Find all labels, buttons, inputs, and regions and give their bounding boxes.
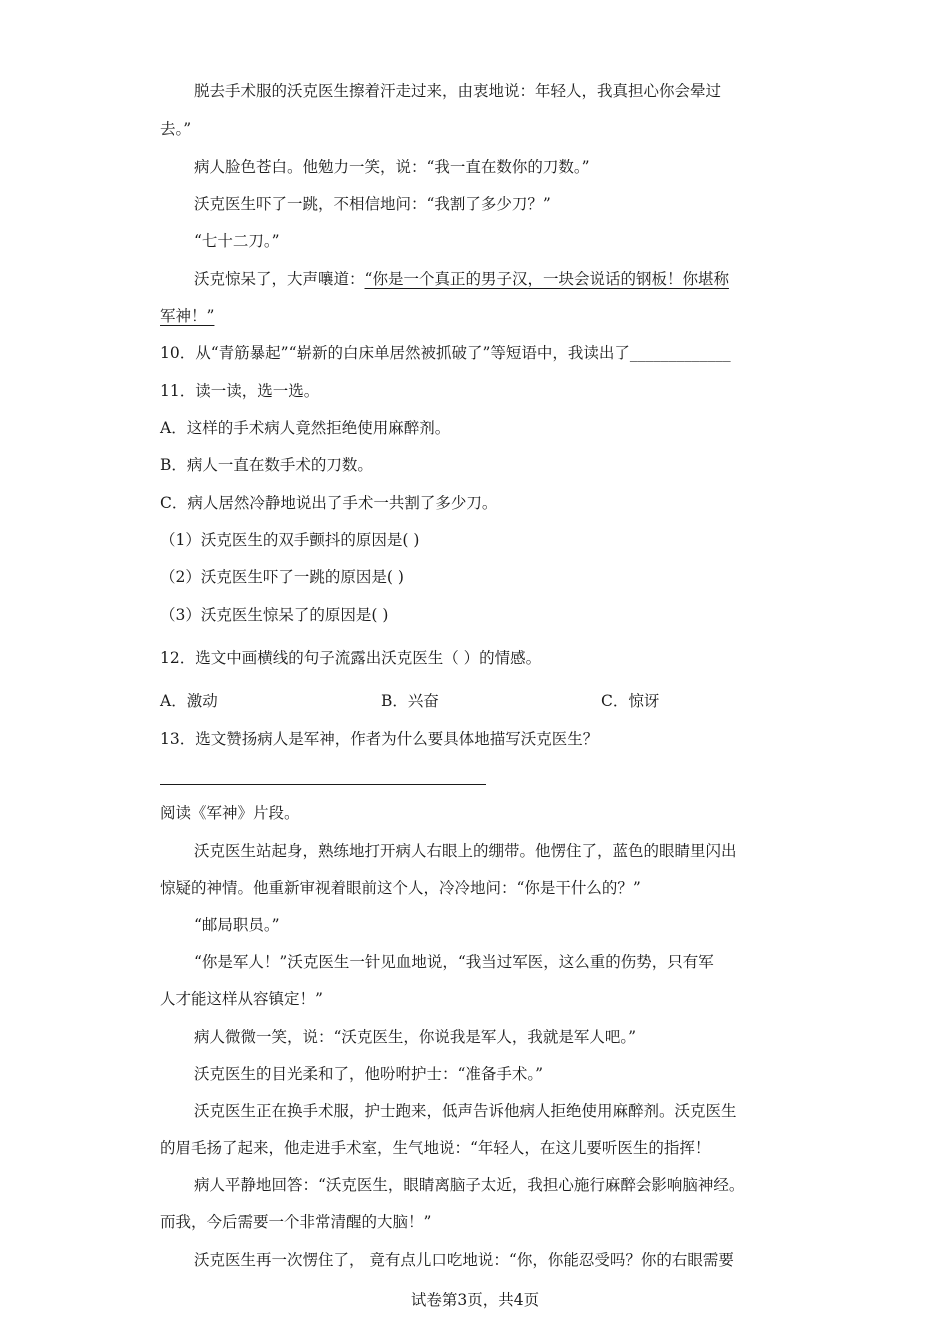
passage2-line-7: 沃克医生的目光柔和了，他吩咐护士：“准备手术。”: [194, 1065, 544, 1083]
passage2-line-10: 病人平静地回答：“沃克医生，眼睛离脑子太近，我担心施行麻醉会影响脑神经。: [194, 1176, 745, 1194]
question-11-sub-1: （1）沃克医生的双手颤抖的原因是( ): [160, 531, 420, 549]
question-12-option-a[interactable]: A．激动: [160, 692, 218, 710]
passage2-heading: 阅读《军神》片段。: [160, 804, 300, 822]
question-11-option-a: A．这样的手术病人竟然拒绝使用麻醉剂。: [160, 419, 451, 437]
question-11-sub-3: （3）沃克医生惊呆了的原因是( ): [160, 606, 389, 624]
question-10: [160, 342, 731, 364]
passage1-line-5: “七十二刀。”: [194, 232, 280, 250]
passage2-line-1: 沃克医生站起身，熟练地打开病人右眼上的绷带。他愣住了，蓝色的眼睛里闪出: [194, 842, 737, 860]
passage2-line-5: 人才能这样从容镇定！”: [160, 990, 323, 1008]
passage2-line-12: 沃克医生再一次愣住了， 竟有点儿口吃地说：“你，你能忍受吗？你的右眼需要: [194, 1251, 734, 1269]
passage2-line-8: 沃克医生正在换手术服，护士跑来，低声告诉他病人拒绝使用麻醉剂。沃克医生: [194, 1102, 737, 1120]
answer-line-13[interactable]: [160, 784, 486, 785]
question-10-text: 10．从“青筋暴起”“崭新的白床单居然被抓破了”等短语中，我读出了: [160, 344, 630, 362]
page-footer: 试卷第3页，共4页: [410, 1291, 540, 1309]
passage1-line-3: 病人脸色苍白。他勉力一笑，说：“我一直在数你的刀数。”: [194, 158, 590, 176]
underlined-sentence-part2: 军神！”: [160, 307, 215, 325]
answer-blank-10[interactable]: _____________: [629, 344, 731, 362]
passage2-line-3: “邮局职员。”: [194, 916, 280, 934]
question-13: 13．选文赞扬病人是军神，作者为什么要具体地描写沃克医生？: [160, 730, 599, 748]
question-11: 11．读一读，选一选。: [160, 382, 320, 400]
passage2-line-2: 惊疑的神情。他重新审视着眼前这个人，冷冷地问：“你是干什么的？”: [160, 879, 641, 897]
passage2-line-6: 病人微微一笑，说：“沃克医生，你说我是军人，我就是军人吧。”: [194, 1028, 637, 1046]
passage1-line-6: [194, 268, 729, 290]
question-12: 12．选文中画横线的句子流露出沃克医生（ ）的情感。: [160, 649, 542, 667]
passage1-line-4: 沃克医生吓了一跳，不相信地问：“我割了多少刀？”: [194, 195, 551, 213]
underlined-sentence-part1: “你是一个真正的男子汉，一块会说话的钢板！你堪称: [364, 270, 729, 288]
passage1-line-6-lead: 沃克惊呆了，大声嚷道：: [194, 270, 365, 288]
passage1-line-1: 脱去手术服的沃克医生擦着汗走过来，由衷地说：年轻人，我真担心你会晕过: [194, 82, 722, 100]
passage1-line-2: 去。”: [160, 120, 192, 138]
passage2-line-11: 而我，今后需要一个非常清醒的大脑！”: [160, 1213, 432, 1231]
question-11-option-c: C．病人居然冷静地说出了手术一共割了多少刀。: [160, 494, 498, 512]
passage2-line-4: “你是军人！”沃克医生一针见血地说，“我当过军医，这么重的伤势，只有军: [194, 953, 714, 971]
question-12-option-b[interactable]: B．兴奋: [381, 692, 439, 710]
passage2-line-9: 的眉毛扬了起来，他走进手术室，生气地说：“年轻人，在这儿要听医生的指挥！: [160, 1139, 711, 1157]
question-11-sub-2: （2）沃克医生吓了一跳的原因是( ): [160, 568, 404, 586]
question-11-option-b: B．病人一直在数手术的刀数。: [160, 456, 373, 474]
question-12-option-c[interactable]: C．惊讶: [601, 692, 660, 710]
